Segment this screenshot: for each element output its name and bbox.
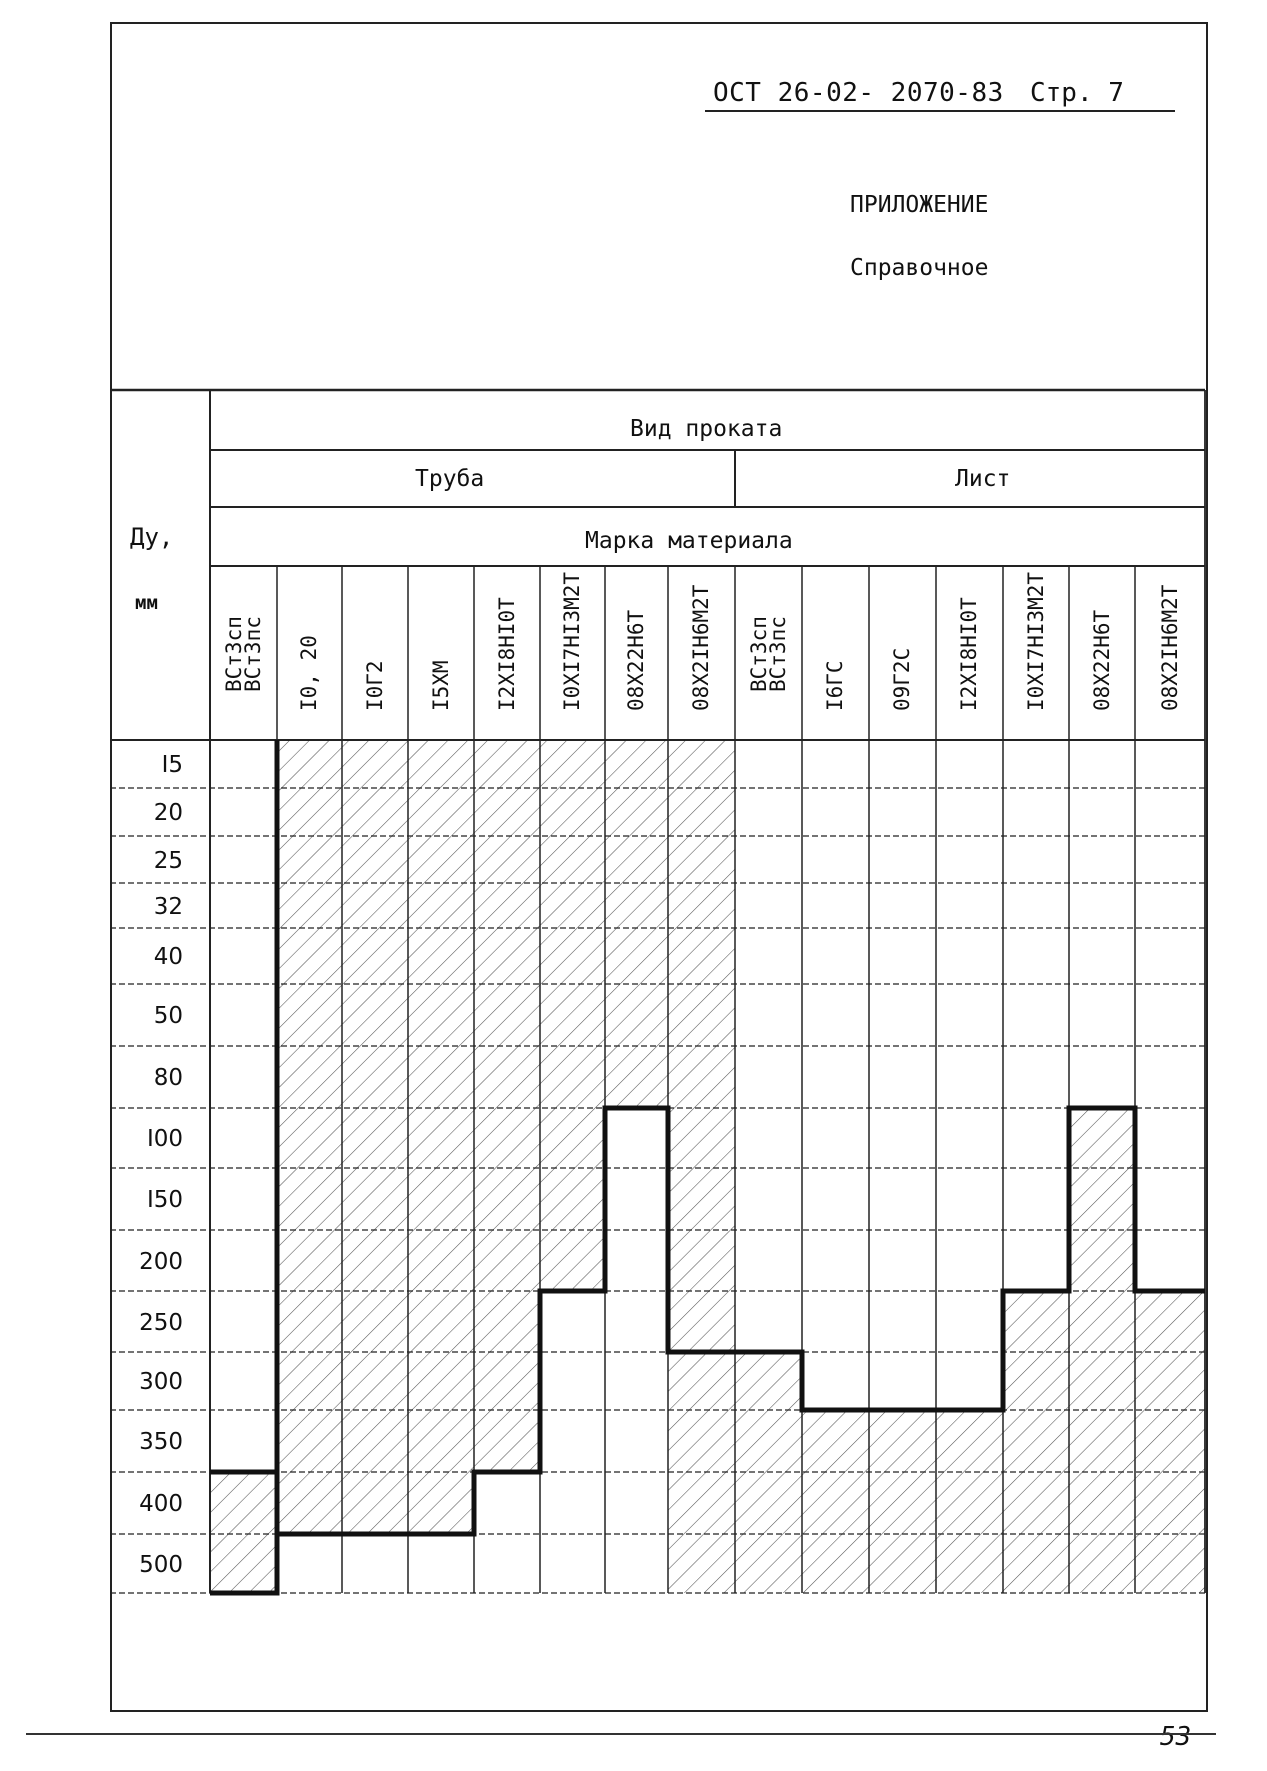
applicable-range-13	[1003, 1291, 1069, 1593]
pipe-group-label: Труба	[415, 466, 485, 492]
diameter-row-label: I00	[146, 1126, 183, 1152]
material-grade-label: ВСт3сп ВСт3пс	[221, 616, 265, 692]
material-column-7	[605, 568, 668, 738]
diameter-row-label: 50	[153, 1003, 183, 1029]
diameter-row-label: 250	[139, 1309, 183, 1336]
diameter-row-label: 200	[139, 1248, 183, 1275]
material-grade-label: I2ХI8НI0Т	[957, 597, 981, 711]
material-grade-label: 08Х2IН6М2Т	[1157, 584, 1182, 711]
material-column-3	[342, 568, 408, 738]
diameter-row-label: 25	[153, 847, 183, 874]
material-column-11	[869, 568, 936, 738]
material-grade-label: I0, 20	[297, 635, 321, 711]
rolling-type-title: Вид проката	[630, 416, 783, 442]
page-label: Стр. 7	[1030, 78, 1124, 108]
sheet-group-label: Лист	[955, 466, 1011, 492]
footer-line	[26, 1733, 1216, 1735]
material-column-9	[735, 568, 802, 738]
material-column-6	[540, 568, 605, 738]
material-grade-title: Марка материала	[585, 528, 793, 554]
diameter-row-label: 500	[139, 1551, 183, 1578]
material-grade-label: 08Х22Н6Т	[1089, 609, 1114, 711]
diameter-row-label: 40	[153, 944, 183, 970]
material-grade-label: ВСт3сп ВСт3пс	[746, 616, 790, 692]
row-header-title: Ду,	[130, 523, 174, 551]
applicable-range-15	[1135, 1291, 1205, 1593]
diameter-row-label: I5	[161, 752, 183, 778]
material-column-15	[1135, 568, 1205, 738]
material-column-13	[1003, 568, 1069, 738]
material-grade-label: 08Х22Н6Т	[624, 609, 648, 711]
material-column-2	[277, 568, 342, 738]
applicable-range-1	[210, 1472, 277, 1593]
material-column-10	[802, 568, 869, 738]
diameter-row-label: I50	[146, 1187, 183, 1213]
material-column-4	[408, 568, 474, 738]
material-grade-label: I0Г2	[362, 660, 387, 711]
appendix-subtitle: Справочное	[850, 255, 989, 281]
applicable-range-14	[1069, 1108, 1135, 1593]
appendix-title: ПРИЛОЖЕНИЕ	[850, 192, 989, 218]
diameter-row-label: 350	[139, 1429, 183, 1455]
applicable-range-2	[277, 740, 342, 1534]
diameter-row-label: 80	[153, 1065, 183, 1091]
applicable-range-4	[408, 740, 474, 1534]
diameter-row-label: 20	[153, 800, 183, 826]
diameter-row-label: 32	[153, 893, 183, 920]
document-code: ОСТ 26-02- 2070-83	[713, 78, 1004, 108]
applicable-range-7	[605, 740, 668, 1108]
applicable-range-6	[540, 740, 605, 1291]
material-column-12	[936, 568, 1003, 738]
diameter-row-label: 400	[139, 1491, 183, 1517]
diameter-row-label: 300	[139, 1369, 183, 1395]
material-grade-label: I0ХI7НI3М2Т	[560, 571, 584, 711]
material-column-1	[210, 568, 277, 738]
material-column-5	[474, 568, 540, 738]
material-grade-label: 09Г2С	[890, 647, 914, 711]
applicable-range-10	[802, 1410, 869, 1593]
row-header-unit: мм	[135, 592, 158, 614]
material-column-14	[1069, 568, 1135, 738]
page-number: 53	[1160, 1722, 1192, 1752]
applicable-range-8	[668, 740, 735, 1593]
applicable-range-11	[869, 1410, 936, 1593]
material-grade-label: I5ХМ	[428, 660, 453, 711]
material-column-8	[668, 568, 735, 738]
material-grade-label: I0ХI7НI3М2Т	[1023, 571, 1048, 711]
applicable-range-12	[936, 1410, 1003, 1593]
material-grade-label: I6ГС	[823, 660, 847, 711]
material-grade-label: 08Х2IН6М2Т	[689, 584, 713, 711]
applicable-range-5	[474, 740, 540, 1472]
material-grade-label: I2ХI8НI0Т	[494, 597, 519, 711]
applicable-range-3	[342, 740, 408, 1534]
